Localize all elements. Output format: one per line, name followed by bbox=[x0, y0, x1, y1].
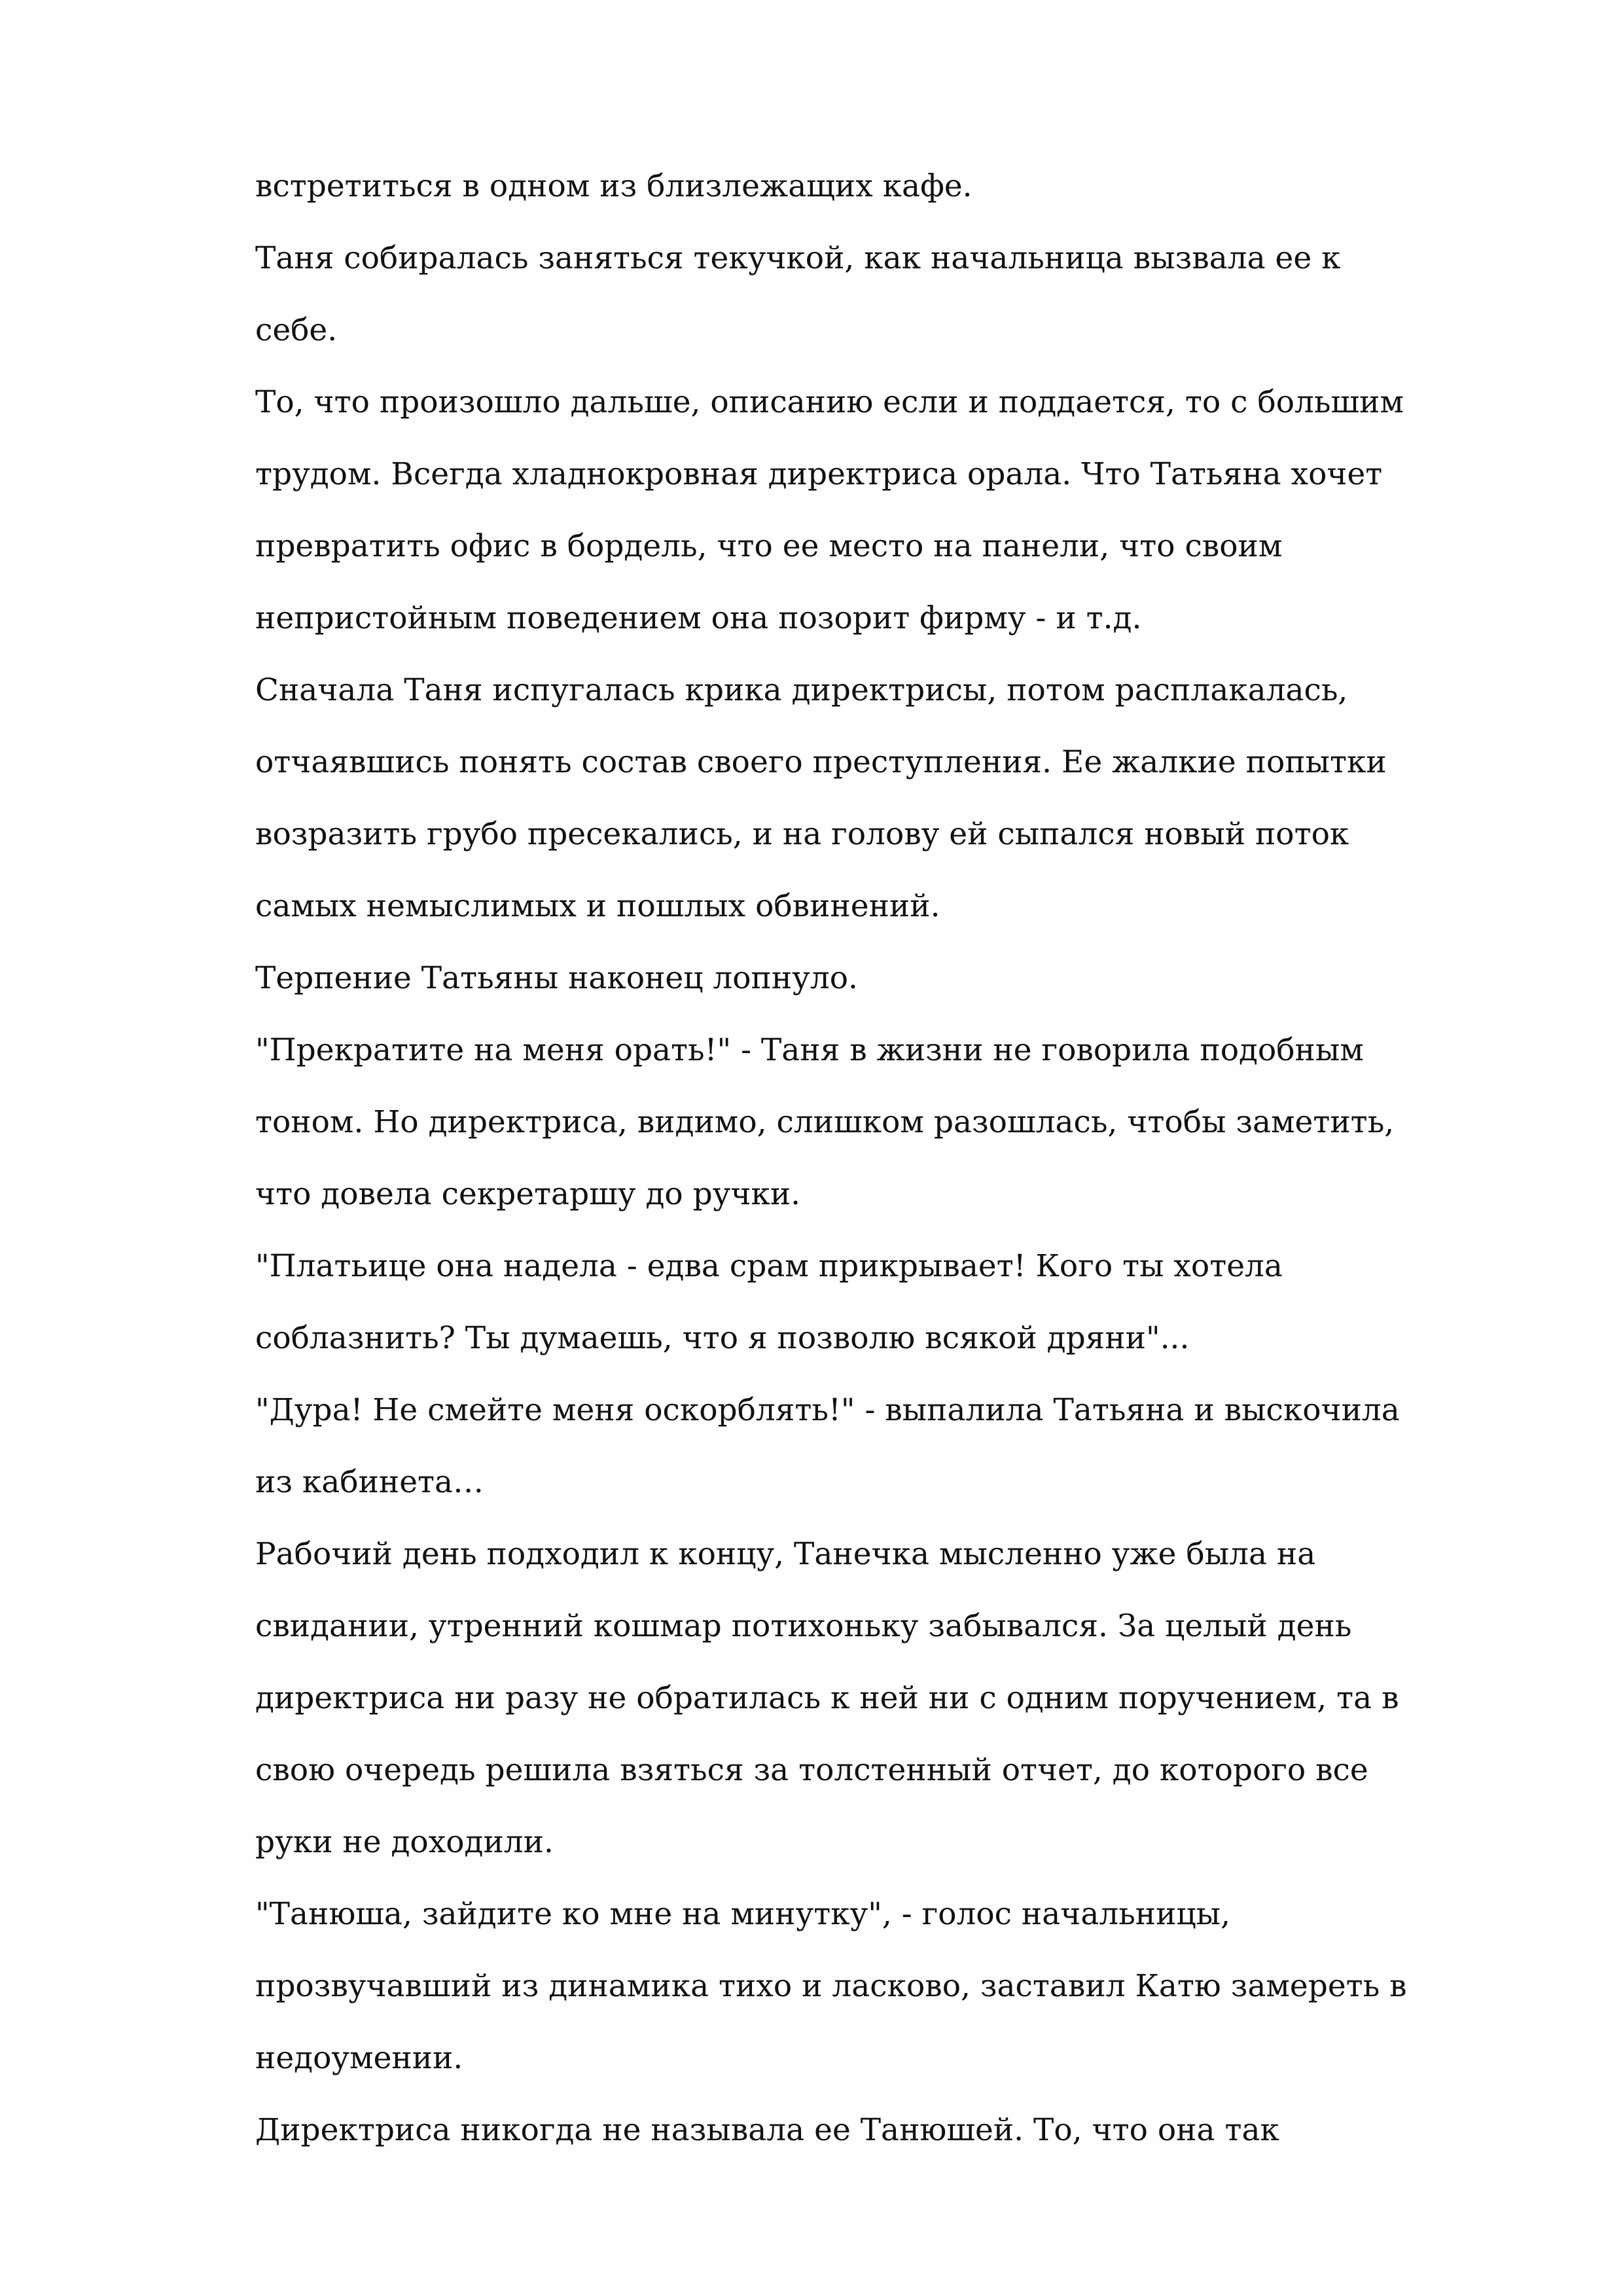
text-line: трудом. Всегда хладнокровная директриса орала. Что Татьяна хочет bbox=[255, 456, 1383, 492]
text-line: превратить офис в бордель, что ее место на панели, что своим bbox=[255, 528, 1283, 564]
text-line: встретиться в одном из близлежащих кафе. bbox=[255, 168, 972, 204]
text-line: отчаявшись понять состав своего преступления. Ее жалкие попытки bbox=[255, 744, 1387, 780]
text-line: руки не доходили. bbox=[255, 1824, 554, 1860]
text-line: Директриса никогда не называла ее Танюшей. То, что она так bbox=[255, 2112, 1279, 2148]
text-line: "Прекратите на меня орать!" - Таня в жизни не говорила подобным bbox=[255, 1032, 1364, 1068]
text-line: Сначала Таня испугалась крика директрисы, потом расплакалась, bbox=[255, 672, 1348, 708]
text-line: что довела секретаршу до ручки. bbox=[255, 1176, 801, 1212]
text-line: "Танюша, зайдите ко мне на минутку", - голос начальницы, bbox=[255, 1896, 1231, 1932]
text-line: соблазнить? Ты думаешь, что я позволю всякой дряни"... bbox=[255, 1320, 1190, 1356]
text-line: То, что произошло дальше, описанию если и поддается, то с большим bbox=[255, 384, 1404, 420]
text-line: директриса ни разу не обратилась к ней ни с одним поручением, та в bbox=[255, 1680, 1399, 1716]
text-line: прозвучавший из динамика тихо и ласково, заставил Катю замереть в bbox=[255, 1968, 1407, 2004]
text-line: тоном. Но директриса, видимо, слишком разошлась, чтобы заметить, bbox=[255, 1104, 1395, 1140]
text-line: "Дура! Не смейте меня оскорблять!" - выпалила Татьяна и выскочила bbox=[255, 1392, 1400, 1428]
text-line: возразить грубо пресекались, и на голову ей сыпался новый поток bbox=[255, 816, 1349, 852]
text-line: из кабинета… bbox=[255, 1464, 484, 1500]
text-line: Рабочий день подходил к концу, Танечка мысленно уже была на bbox=[255, 1536, 1316, 1572]
text-line: Терпение Татьяны наконец лопнуло. bbox=[255, 960, 858, 996]
text-line: непристойным поведением она позорит фирму - и т.д. bbox=[255, 600, 1142, 636]
text-line: самых немыслимых и пошлых обвинений. bbox=[255, 888, 940, 924]
body-text bbox=[255, 151, 1407, 2166]
text-line: "Платьице она надела - едва срам прикрывает! Кого ты хотела bbox=[255, 1248, 1283, 1284]
text-line: свою очередь решила взяться за толстенный отчет, до которого все bbox=[255, 1752, 1368, 1788]
text-line: Таня собиралась заняться текучкой, как начальница вызвала ее к bbox=[255, 240, 1341, 276]
text-line: себе. bbox=[255, 312, 338, 348]
text-line: свидании, утренний кошмар потихоньку забывался. За целый день bbox=[255, 1608, 1352, 1644]
text-line: недоумении. bbox=[255, 2040, 463, 2076]
